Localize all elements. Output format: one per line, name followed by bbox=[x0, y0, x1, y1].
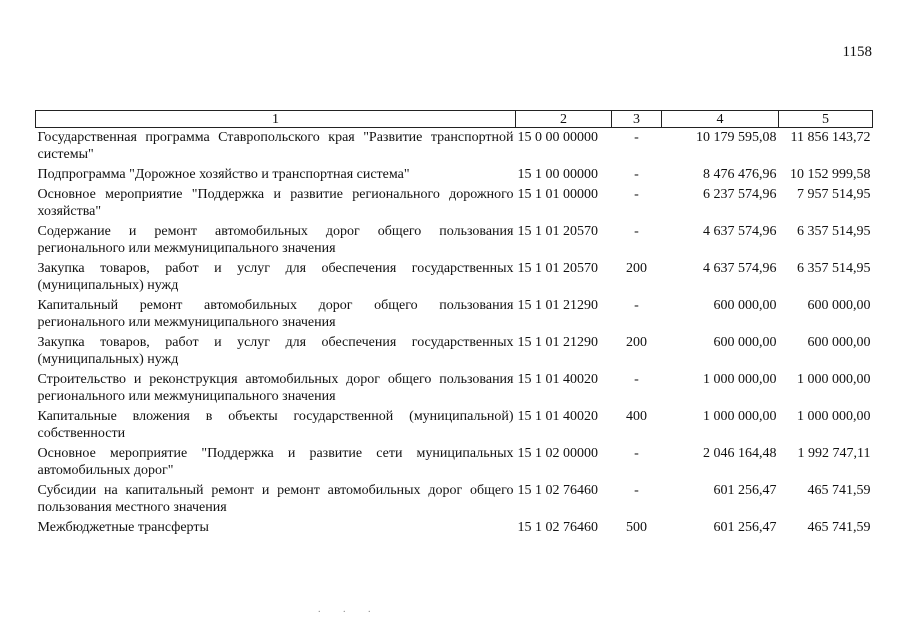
table-body bbox=[36, 128, 873, 539]
row-value-5: 465 741,59 bbox=[807, 520, 871, 535]
row-value-4: 600 000,00 bbox=[713, 298, 777, 313]
row-value-5: 600 000,00 bbox=[807, 298, 871, 313]
page-number: 1158 bbox=[842, 44, 872, 60]
row-kind: - bbox=[634, 298, 639, 313]
row-code: 15 1 02 00000 bbox=[517, 446, 598, 461]
row-value-5: 6 357 514,95 bbox=[797, 224, 871, 239]
row-kind: - bbox=[634, 446, 639, 461]
row-code: 15 1 01 20570 bbox=[517, 224, 598, 239]
row-kind: - bbox=[634, 167, 639, 182]
row-code: 15 1 01 00000 bbox=[517, 187, 598, 202]
row-kind: - bbox=[634, 483, 639, 498]
row-code: 15 1 01 21290 bbox=[517, 335, 598, 350]
row-kind: - bbox=[634, 130, 639, 145]
row-value-5: 6 357 514,95 bbox=[797, 261, 871, 276]
row-kind: 500 bbox=[626, 520, 647, 535]
table-row bbox=[36, 444, 873, 481]
table-row bbox=[36, 333, 873, 370]
row-value-4: 1 000 000,00 bbox=[703, 372, 777, 387]
table-row bbox=[36, 518, 873, 538]
row-name: Межбюджетные трансферты bbox=[37, 520, 209, 535]
table-header bbox=[36, 111, 873, 128]
row-value-5: 1 000 000,00 bbox=[797, 409, 871, 424]
row-value-4: 4 637 574,96 bbox=[703, 261, 777, 276]
table-row bbox=[36, 370, 873, 407]
header-col-2: 2 bbox=[516, 111, 612, 128]
row-kind: 200 bbox=[626, 335, 647, 350]
row-name: Капитальные вложения в объекты государственной (муниципальной) собственности bbox=[37, 409, 514, 441]
row-value-4: 6 237 574,96 bbox=[703, 187, 777, 202]
row-name: Основное мероприятие "Поддержка и развитие регионального дорожного хозяйства" bbox=[37, 187, 514, 219]
row-code: 15 0 00 00000 bbox=[517, 130, 598, 145]
table-row bbox=[36, 222, 873, 259]
header-col-5: 5 bbox=[779, 111, 873, 128]
row-name: Государственная программа Ставропольского края "Развитие транспортной системы" bbox=[37, 130, 514, 162]
table-row bbox=[36, 481, 873, 518]
header-row bbox=[36, 111, 873, 128]
row-name: Содержание и ремонт автомобильных дорог общего пользования регионального или межмуниципального значения bbox=[37, 224, 514, 256]
header-col-1: 1 bbox=[36, 111, 516, 128]
row-kind: - bbox=[634, 187, 639, 202]
row-value-5: 10 152 999,58 bbox=[790, 167, 871, 182]
row-value-5: 11 856 143,72 bbox=[790, 130, 871, 145]
table-row bbox=[36, 259, 873, 296]
row-name: Основное мероприятие "Поддержка и развитие сети муниципальных автомобильных дорог" bbox=[37, 446, 514, 478]
scan-specks: . . . bbox=[318, 604, 381, 615]
row-value-4: 601 256,47 bbox=[713, 483, 777, 498]
row-code: 15 1 00 00000 bbox=[517, 167, 598, 182]
row-name: Подпрограмма "Дорожное хозяйство и транспортная система" bbox=[37, 167, 410, 182]
row-kind: - bbox=[634, 372, 639, 387]
budget-table bbox=[35, 110, 873, 538]
row-code: 15 1 01 40020 bbox=[517, 372, 598, 387]
row-value-4: 10 179 595,08 bbox=[696, 130, 777, 145]
table-row bbox=[36, 407, 873, 444]
row-value-4: 2 046 164,48 bbox=[703, 446, 777, 461]
row-name: Строительство и реконструкция автомобильных дорог общего пользования регионального или межмуниципального значения bbox=[37, 372, 514, 404]
table-row bbox=[36, 296, 873, 333]
row-value-5: 1 992 747,11 bbox=[797, 446, 871, 461]
row-value-5: 600 000,00 bbox=[807, 335, 871, 350]
row-code: 15 1 01 40020 bbox=[517, 409, 598, 424]
row-value-4: 601 256,47 bbox=[713, 520, 777, 535]
row-kind: 400 bbox=[626, 409, 647, 424]
table-row bbox=[36, 165, 873, 185]
row-value-5: 1 000 000,00 bbox=[797, 372, 871, 387]
row-code: 15 1 01 21290 bbox=[517, 298, 598, 313]
row-code: 15 1 01 20570 bbox=[517, 261, 598, 276]
row-value-4: 1 000 000,00 bbox=[703, 409, 777, 424]
row-name: Субсидии на капитальный ремонт и ремонт автомобильных дорог общего пользования местного значения bbox=[37, 483, 514, 515]
row-name: Закупка товаров, работ и услуг для обеспечения государственных (муниципальных) нужд bbox=[37, 261, 514, 293]
row-value-5: 7 957 514,95 bbox=[797, 187, 871, 202]
row-value-4: 4 637 574,96 bbox=[703, 224, 777, 239]
table-row bbox=[36, 128, 873, 166]
row-kind: 200 bbox=[626, 261, 647, 276]
header-col-4: 4 bbox=[662, 111, 779, 128]
row-name: Капитальный ремонт автомобильных дорог общего пользования регионального или межмуниципального значения bbox=[37, 298, 514, 330]
row-code: 15 1 02 76460 bbox=[517, 483, 598, 498]
row-value-4: 600 000,00 bbox=[713, 335, 777, 350]
header-col-3: 3 bbox=[612, 111, 662, 128]
row-value-5: 465 741,59 bbox=[807, 483, 871, 498]
row-name: Закупка товаров, работ и услуг для обеспечения государственных (муниципальных) нужд bbox=[37, 335, 514, 367]
row-code: 15 1 02 76460 bbox=[517, 520, 598, 535]
table-row bbox=[36, 185, 873, 222]
row-kind: - bbox=[634, 224, 639, 239]
row-value-4: 8 476 476,96 bbox=[703, 167, 777, 182]
